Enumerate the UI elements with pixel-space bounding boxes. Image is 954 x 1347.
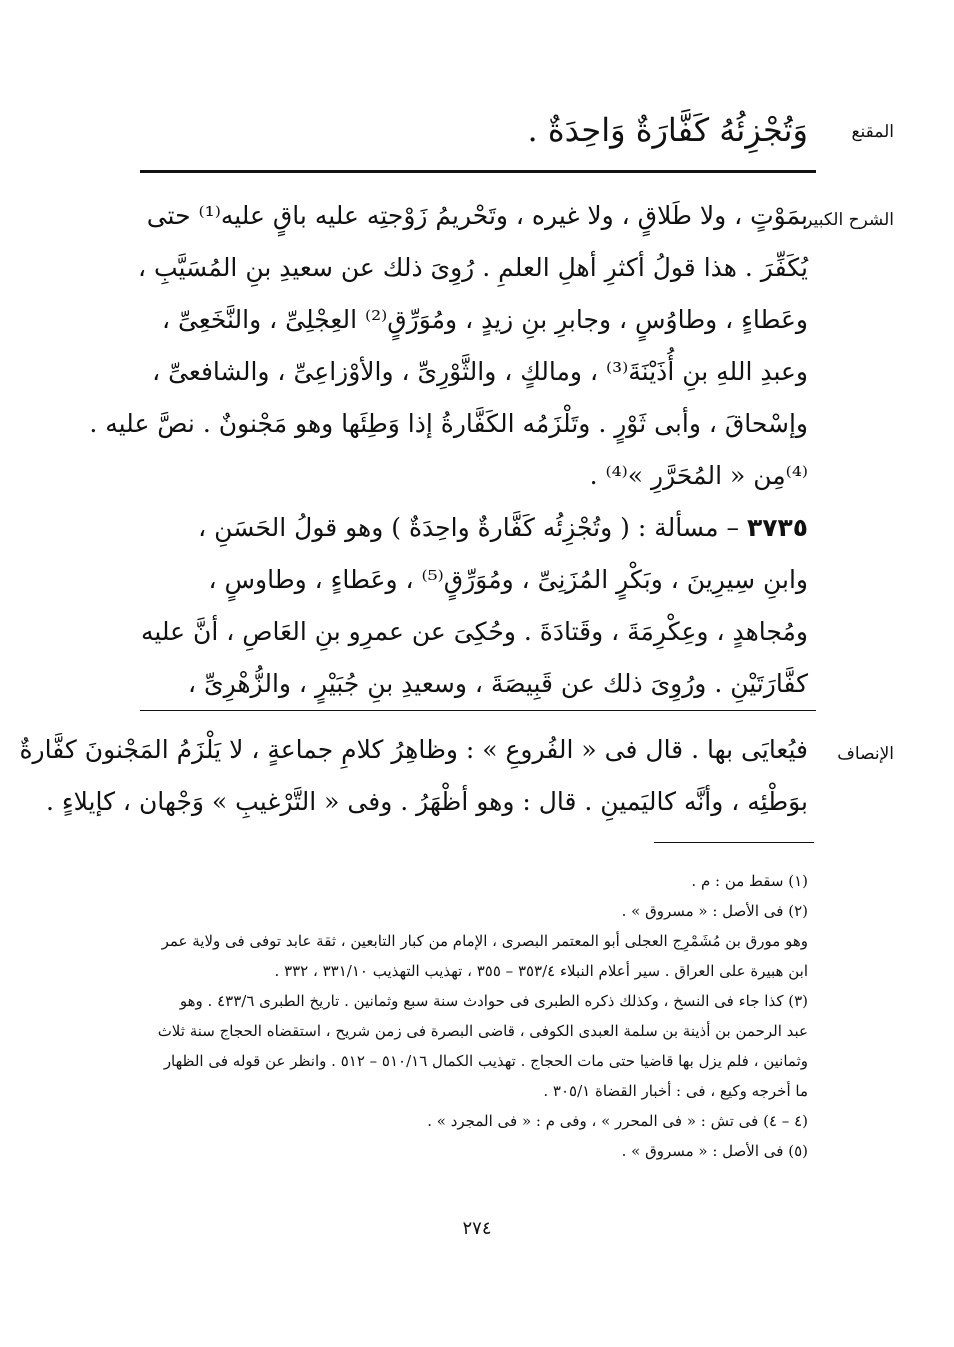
sharh-line: بمَوْتٍ ، ولا طَلاقٍ ، ولا غيره ، وتَحْريمُ زَوْجتِه عليه باقٍ عليه⁽¹⁾ حتى	[146, 201, 808, 230]
masala-heading-text: – مسألة : ( وتُجْزِئُه كَفَّارةٌ واحِدَةٌ ) وهو قولُ الحَسَنِ ،	[198, 513, 739, 542]
masala-heading-line	[138, 502, 808, 554]
footnote: وثمانين ، فلم يزل بها قاضيا حتى مات الحجاج . تهذيب الكمال ٥١٠/١٦ – ٥١٢ . وانظر عن قوله فى الظهار	[163, 1052, 808, 1070]
insaf-line: فيُعايَى بها . قال فى « الفُروعِ » : وظاهِرُ كلامِ جماعةٍ ، لا يَلْزَمُ المَجْنونَ كفَّارةٌ	[19, 735, 808, 764]
page-number: ٢٧٤	[462, 1218, 492, 1239]
muqni-text-block	[138, 102, 808, 158]
masala-line: ومُجاهدٍ ، وعِكْرِمَةَ ، وقَتادَةَ . وحُكِىَ عن عمرِو بنِ العَاصِ ، أنَّ عليه	[140, 617, 808, 646]
sharh-line: يُكَفِّرَ . هذا قولُ أكثرِ أهلِ العلمِ . رُوِىَ ذلك عن سعيدِ بنِ المُسَيَّبِ ،	[137, 253, 808, 282]
footnote: وهو مورق بن مُشَمْرِج العجلى أبو المعتمر البصرى ، الإمام من كبار التابعين ، ثقة عابد توفى فى ولاية عمر	[161, 932, 808, 950]
footnote: (١) سقط من : م .	[691, 872, 808, 890]
muqni-label: المقنع	[851, 122, 894, 142]
footnote: عبد الرحمن بن أذينة بن سلمة العبدى الكوفى ، قاضى البصرة فى زمن شريح ، استقضاه الحجاج سنة ثلاث	[157, 1022, 808, 1040]
sharh-line: وإسْحاقَ ، وأبى ثَوْرٍ . وتَلْزَمُه الكَفَّارةُ إذا وَطِئَها وهو مَجْنونٌ . نصَّ عليه .	[89, 409, 808, 438]
footnote-separator	[654, 842, 814, 843]
sharh-line: وعبدِ اللهِ بنِ أُذَيْنَةَ⁽³⁾ ، ومالكٍ ، والثَّوْرِىِّ ، والأوْزاعِىِّ ، والشافعىِّ ،	[152, 357, 808, 386]
insaf-line: بوَطْئِه ، وأنَّه كاليَمينِ . قال : وهو أظْهَرُ . وفى « التَّرْغيبِ » وَجْهان ، كإيلاءٍ .	[45, 787, 808, 816]
footnote: (٢) فى الأصل : « مسروق » .	[621, 902, 808, 920]
masala-line: كفَّارَتَيْنِ . ورُوِىَ ذلك عن قَبِيصَةَ ، وسعيدِ بنِ جُبَيْرٍ ، والزُّهْرِىِّ ،	[187, 669, 808, 698]
footnote: (٥) فى الأصل : « مسروق » .	[621, 1142, 808, 1160]
masala-number: ٣٧٣٥	[746, 513, 808, 542]
insaf-text-block	[19, 724, 808, 828]
muqni-line: وَتُجْزِئُهُ كَفَّارَةٌ وَاحِدَةٌ .	[527, 111, 808, 149]
section-divider-thick	[140, 170, 816, 173]
sharh-line: ⁽⁴⁾مِن « المُحَرَّرِ »⁽⁴⁾ .	[589, 461, 808, 490]
masala-line: وابنِ سِيرِينَ ، وبَكْرٍ المُزَنِىِّ ، ومُوَرِّقٍ⁽⁵⁾ ، وعَطاءٍ ، وطاوسٍ ،	[208, 565, 808, 594]
footnotes	[128, 866, 808, 1166]
sharh-line: وعَطاءٍ ، وطاوُسٍ ، وجابرِ بنِ زيدٍ ، ومُوَرِّقٍ⁽²⁾ العِجْلِىِّ ، والنَّخَعِىِّ ،	[161, 305, 808, 334]
footnote: (٣) كذا جاء فى النسخ ، وكذلك ذكره الطبرى فى حوادث سنة سبع وثمانين . تاريخ الطبرى ٤٣٣/٦ . وهو	[179, 992, 808, 1010]
sharh-text-block	[89, 190, 808, 710]
footnote: ما أخرجه وكيع ، فى : أخبار القضاة ٣٠٥/١ .	[543, 1082, 808, 1100]
insaf-label: الإنصاف	[837, 744, 894, 764]
sharh-label: الشرح الكبير	[804, 210, 894, 230]
footnote: ابن هبيرة على العراق . سير أعلام النبلاء ٣٥٣/٤ – ٣٥٥ ، تهذيب التهذيب ٣٣١/١٠ ، ٣٣٢ .	[274, 962, 808, 980]
section-divider-thin	[140, 710, 816, 711]
footnote: (٤ – ٤) فى تش : « فى المحرر » ، وفى م : « فى المجرد » .	[427, 1112, 808, 1130]
